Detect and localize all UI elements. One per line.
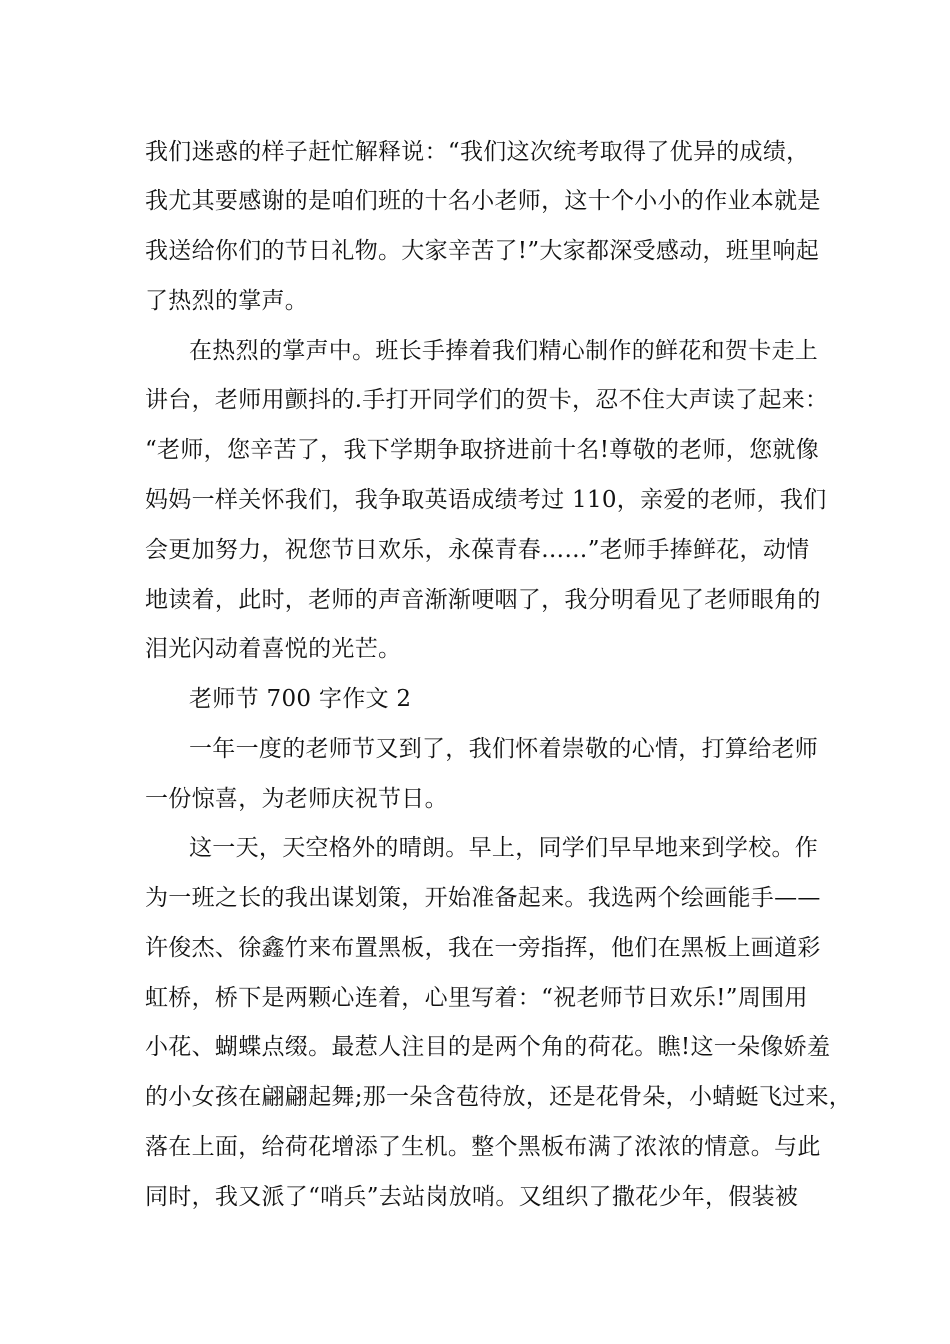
- text-line: 妈妈一样关怀我们，我争取英语成绩考过 110，亲爱的老师，我们: [145, 487, 827, 513]
- text-line: 地读着，此时，老师的声音渐渐哽咽了，我分明看见了老师眼角的: [145, 587, 821, 613]
- text-line: 了热烈的掌声。: [145, 288, 309, 314]
- text-line: 一份惊喜，为老师庆祝节日。: [145, 786, 448, 812]
- text-line: 同时，我又派了“哨兵”去站岗放哨。又组织了撒花少年，假装被: [145, 1184, 799, 1210]
- text-line: 许俊杰、徐鑫竹来布置黑板，我在一旁指挥，他们在黑板上画道彩: [145, 935, 821, 961]
- text-line: 我送给你们的节日礼物。大家辛苦了!”大家都深受感动，班里响起: [145, 238, 820, 264]
- text-line: 为一班之长的我出谋划策，开始准备起来。我选两个绘画能手——: [145, 885, 821, 911]
- text-line: 的小女孩在翩翩起舞;那一朵含苞待放，还是花骨朵，小蜻蜓飞过来，: [145, 1084, 853, 1110]
- text-line: 虹桥，桥下是两颗心连着，心里写着：“祝老师节日欢乐!”周围用: [145, 985, 808, 1011]
- text-line: 我尤其要感谢的是咱们班的十名小老师，这十个小小的作业本就是: [145, 188, 821, 214]
- paragraph-start-line: 这一天，天空格外的晴朗。早上，同学们早早地来到学校。作: [189, 835, 819, 861]
- text-line: 会更加努力，祝您节日欢乐，永葆青春……”老师手捧鲜花，动情: [145, 537, 810, 563]
- paragraph-start-line: 在热烈的掌声中。班长手捧着我们精心制作的鲜花和贺卡走上: [189, 338, 819, 364]
- text-line: 小花、蝴蝶点缀。最惹人注目的是两个角的荷花。瞧!这一朵像娇羞: [145, 1034, 831, 1060]
- text-line: “老师，您辛苦了，我下学期争取挤进前十名!尊敬的老师，您就像: [145, 437, 820, 463]
- text-line: 泪光闪动着喜悦的光芒。: [145, 636, 402, 662]
- text-line: 我们迷惑的样子赶忙解释说：“我们这次统考取得了优异的成绩，: [145, 139, 810, 165]
- paragraph-start-line: 一年一度的老师节又到了，我们怀着崇敬的心情，打算给老师: [189, 736, 819, 762]
- section-heading: 老师节 700 字作文 2: [189, 686, 412, 712]
- text-line: 讲台，老师用颤抖的.手打开同学们的贺卡，忍不住大声读了起来：: [145, 387, 829, 413]
- text-line: 落在上面，给荷花增添了生机。整个黑板布满了浓浓的情意。与此: [145, 1134, 821, 1160]
